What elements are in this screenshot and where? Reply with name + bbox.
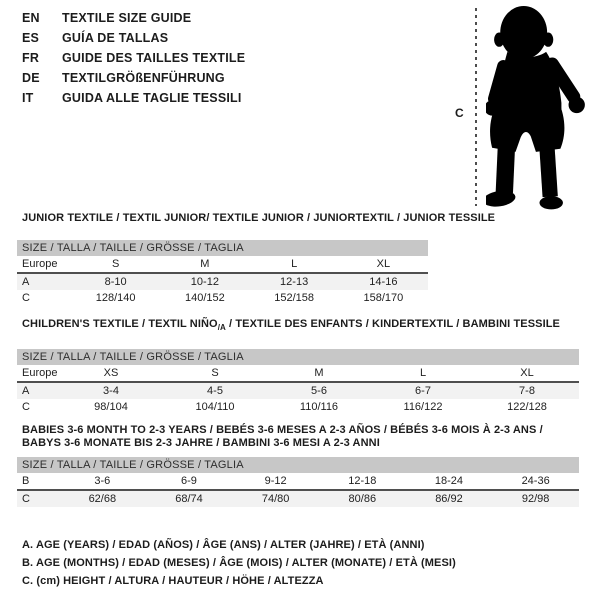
note-line-a: A. AGE (YEARS) / EDAD (AÑOS) / ÂGE (ANS) / ALTER (JAHRE) / ETÀ (ANNI) [22,539,425,551]
size-cell: 158/170 [363,292,404,304]
size-cell: XL [339,256,428,273]
lang-title: GUÍA DE TALLAS [62,31,169,45]
size-table-children [17,365,579,415]
language-title-list [22,8,245,108]
height-dashed-line-icon [475,8,477,206]
lang-code: ES [22,31,40,45]
table-row-a [17,273,428,290]
size-cell: 18-24 [406,473,493,490]
size-cell: 128/140 [95,292,136,304]
size-header-band: SIZE / TALLA / TAILLE / GRÖSSE / TAGLIA [17,349,579,365]
size-cell: 140/152 [184,292,225,304]
size-cell: 74/80 [261,493,290,505]
row-label: Europe [17,365,59,382]
lang-code: FR [22,51,40,65]
row-label: C [22,292,30,304]
figure-height-label: C [455,106,464,120]
title-prefix: CHILDREN'S TEXTILE / TEXTIL NIÑO [22,318,218,330]
lang-title: TEXTILGRÖßENFÜHRUNG [62,71,225,85]
size-cell: 24-36 [492,473,579,490]
size-cell: 6-9 [146,473,233,490]
size-header-band: SIZE / TALLA / TAILLE / GRÖSSE / TAGLIA [17,240,428,256]
size-cell: 14-16 [369,276,398,288]
table-row-b [17,473,579,490]
size-cell: 6-7 [415,385,431,398]
table-row-c [17,490,579,507]
size-cell: 122/128 [507,401,547,414]
size-cell: 3-4 [103,385,119,398]
note-line-c: C. (cm) HEIGHT / ALTURA / HAUTEUR / HÖHE / ALTEZZA [22,575,324,587]
lang-row-es [22,28,245,48]
size-cell: 62/68 [88,493,117,505]
size-cell: 152/158 [274,292,314,304]
row-label: Europe [17,256,71,273]
section-title: JUNIOR TEXTILE / TEXTIL JUNIOR/ TEXTILE JUNIOR / JUNIORTEXTIL / JUNIOR TESSILE [22,212,496,224]
section-title [22,318,579,334]
section-childrens-textile [17,318,579,415]
size-cell: 116/122 [403,401,443,414]
table-row-europe [17,256,428,273]
size-table-junior [17,256,428,306]
section-babies-textile [17,424,579,507]
row-label: C [22,401,30,414]
size-cell: 4-5 [207,385,223,398]
size-table-babies [17,473,579,507]
lang-row-fr [22,48,245,68]
size-cell: M [160,256,249,273]
table-row-a [17,382,579,399]
section-junior-textile [17,212,496,306]
size-cell: 12-13 [280,276,309,288]
size-header-band: SIZE / TALLA / TAILLE / GRÖSSE / TAGLIA [17,457,579,473]
title-subscript: /A [217,323,226,333]
size-cell: XL [475,365,579,382]
lang-code: EN [22,11,40,25]
size-cell: 3-6 [59,473,146,490]
size-cell: L [250,256,339,273]
size-cell: XS [59,365,163,382]
section-title-line1: BABIES 3-6 MONTH TO 2-3 YEARS / BEBÉS 3-6 MESES A 2-3 AÑOS / BÉBÉS 3-6 MOIS À 2-3 ANS / [22,424,543,436]
size-cell: 68/74 [175,493,203,505]
size-cell: 12-18 [319,473,406,490]
section-title-line2: BABYS 3-6 MONATE BIS 2-3 JAHRE / BAMBINI 3-6 MESI A 2-3 ANNI [22,437,380,449]
row-label: B [17,473,59,490]
size-cell: 7-8 [519,385,535,398]
lang-code: DE [22,71,40,85]
row-label: A [22,276,30,288]
size-cell: 98/104 [94,401,128,414]
size-cell: M [267,365,371,382]
size-cell: 8-10 [104,276,127,288]
size-cell: S [71,256,160,273]
size-cell: 92/98 [521,493,550,505]
title-suffix: / TEXTILE DES ENFANTS / KINDERTEXTIL / BAMBINI TESSILE [225,318,560,330]
lang-row-it [22,88,245,108]
lang-code: IT [22,91,34,105]
size-cell: 9-12 [232,473,319,490]
lang-title: GUIDE DES TAILLES TEXTILE [62,51,246,65]
table-row-c [17,290,428,306]
baby-silhouette-icon [486,5,594,213]
size-cell: 80/86 [348,493,377,505]
table-row-c [17,399,579,415]
size-cell: S [163,365,267,382]
size-cell: 5-6 [311,385,327,398]
row-label: C [22,493,30,505]
size-cell: 104/110 [195,401,235,414]
size-cell: 110/116 [299,401,339,414]
note-line-b: B. AGE (MONTHS) / EDAD (MESES) / ÂGE (MOIS) / ALTER (MONATE) / ETÀ (MESI) [22,557,456,569]
size-cell: L [371,365,475,382]
table-row-europe [17,365,579,382]
lang-row-de [22,68,245,88]
size-cell: 10-12 [190,276,219,288]
size-cell: 86/92 [435,493,463,505]
row-label: A [22,385,30,398]
lang-row-en [22,8,245,28]
lang-title: GUIDA ALLE TAGLIE TESSILI [62,91,242,105]
lang-title: TEXTILE SIZE GUIDE [62,11,192,25]
legend-notes [22,536,456,590]
